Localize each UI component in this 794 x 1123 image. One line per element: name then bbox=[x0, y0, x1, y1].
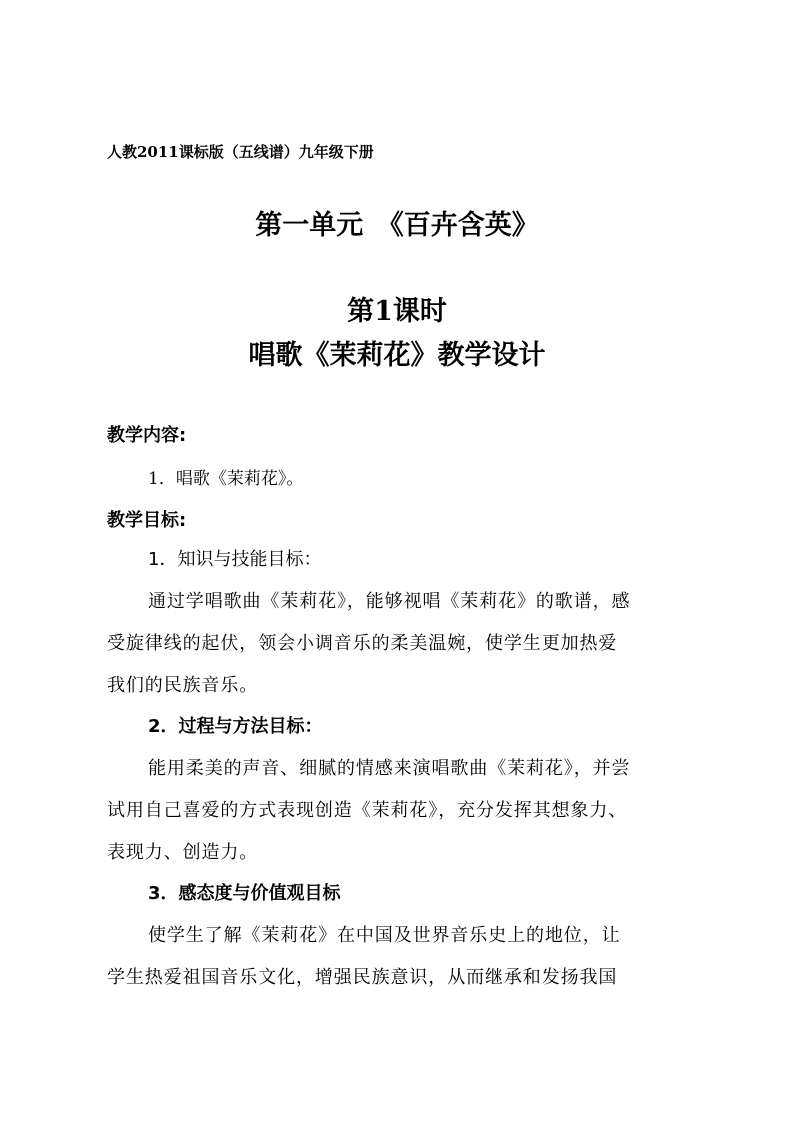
goal-3-heading: 3．感态度与价值观目标 bbox=[148, 883, 341, 904]
goal-2-line: 试用自己喜爱的方式表现创造《茉莉花》，充分发挥其想象力、 bbox=[107, 800, 628, 821]
content-item: 1．唱歌《茉莉花》。 bbox=[148, 469, 304, 489]
goal-1-line: 通过学唱歌曲《茉莉花》，能够视唱《茉莉花》的歌谱，感 bbox=[148, 591, 631, 612]
goal-3-line: 学生热爱祖国音乐文化，增强民族意识，从而继承和发扬我国 bbox=[107, 967, 618, 988]
goal-2-line: 表现力、创造力。 bbox=[107, 842, 259, 863]
goal-3-line: 使学生了解《茉莉花》在中国及世界音乐史上的地位，让 bbox=[148, 925, 621, 946]
goal-2-line: 能用柔美的声音、细腻的情感来演唱歌曲《茉莉花》，并尝 bbox=[148, 758, 631, 779]
textbook-edition-header: 人教2011课标版（五线谱）九年级下册 bbox=[107, 143, 374, 161]
lesson-number: 第1课时 bbox=[347, 296, 447, 327]
unit-title: 第一单元 《百卉含英》 bbox=[255, 210, 539, 241]
goal-1-line: 我们的民族音乐。 bbox=[107, 675, 259, 696]
lesson-title: 唱歌《茉莉花》教学设计 bbox=[248, 340, 546, 371]
goal-2-heading: 2．过程与方法目标： bbox=[148, 716, 323, 737]
goal-1-heading: 1．知识与技能目标： bbox=[148, 549, 322, 570]
teaching-goals-heading: 教学目标: bbox=[107, 510, 187, 531]
goal-1-line: 受旋律线的起伏，领会小调音乐的柔美温婉，使学生更加热爱 bbox=[107, 633, 618, 654]
teaching-content-heading: 教学内容: bbox=[107, 425, 187, 446]
